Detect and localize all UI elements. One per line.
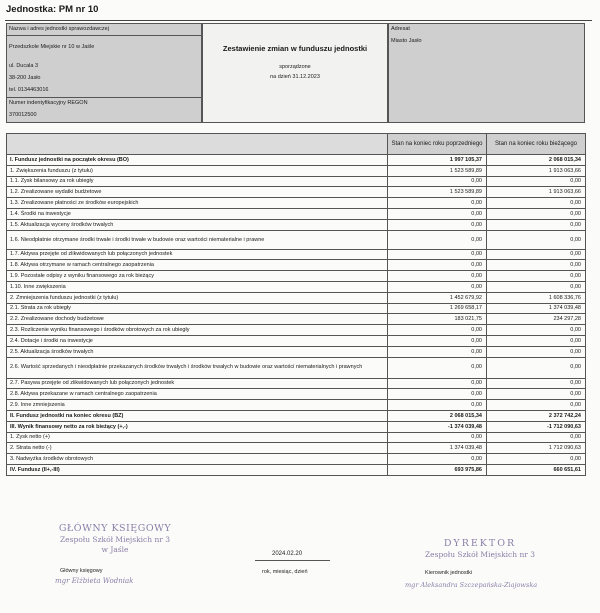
value-prev: 1 452 679,92	[388, 292, 487, 303]
value-curr: 0,00	[487, 454, 586, 465]
value-curr: 0,00	[487, 230, 586, 249]
addressee-label: Adresat	[391, 26, 410, 32]
value-prev: 0,00	[388, 271, 487, 282]
row-label: II. Fundusz jednostki na koniec okresu (BZ)	[7, 410, 388, 421]
right-stamp-title: DYREKTOR	[443, 538, 517, 549]
regon-label: Numer indentyfikacyjny REGON	[9, 100, 88, 106]
table-row	[7, 400, 586, 411]
value-prev: 0,00	[388, 357, 487, 378]
prepared-label: sporządzone	[279, 64, 311, 70]
row-label: 1.5. Aktualizacja wyceny środków trwałych	[7, 219, 388, 230]
table-row	[7, 410, 586, 421]
value-prev: 0,00	[388, 378, 487, 389]
table-row	[7, 314, 586, 325]
table-row	[7, 325, 586, 336]
right-stamp-name: mgr Aleksandra Szczepańska-Ziajowska	[405, 581, 538, 589]
value-prev: 1 523 589,89	[388, 165, 487, 176]
row-label: 1. Zwiększenia funduszu (z tytułu)	[7, 165, 388, 176]
regon-value: 370012500	[9, 112, 37, 118]
value-prev: 0,00	[388, 281, 487, 292]
table-row	[7, 292, 586, 303]
value-curr: 0,00	[487, 400, 586, 411]
value-prev: 0,00	[388, 176, 487, 187]
value-curr: 1 712 090,63	[487, 443, 586, 454]
value-curr: 0,00	[487, 325, 586, 336]
value-curr: 0,00	[487, 432, 586, 443]
row-label: 2.8. Aktywa przekazane w ramach centralnego zaopatrzenia	[7, 389, 388, 400]
row-label: 2. Strata netto (-)	[7, 443, 388, 454]
value-curr: 1 374 039,48	[487, 303, 586, 314]
table-row	[7, 271, 586, 282]
value-curr: 660 651,61	[487, 464, 586, 475]
value-curr: 0,00	[487, 378, 586, 389]
value-prev: 0,00	[388, 335, 487, 346]
value-prev: 0,00	[388, 325, 487, 336]
value-curr: 0,00	[487, 346, 586, 357]
col-prev-header: Stan na koniec roku poprzedniego	[388, 134, 487, 155]
phone: tel. 0134463016	[9, 87, 49, 93]
right-stamp-sub: Zespołu Szkół Miejskich nr 3	[424, 550, 536, 560]
name-value: Przedszkole Miejskie nr 10 w Jaśle	[9, 44, 95, 50]
row-label: 1.3. Zrealizowane płatności ze środków europejskich	[7, 198, 388, 209]
table-row	[7, 176, 586, 187]
row-label: IV. Fundusz (II+,-III)	[7, 464, 388, 475]
row-label: 1.7. Aktywa przejęte od zlikwidowanych lub połączonych jednostek	[7, 249, 388, 260]
row-label: 2.2. Zrealizowane dochody budżetowe	[7, 314, 388, 325]
value-prev: 1 523 589,89	[388, 187, 487, 198]
table-row	[7, 260, 586, 271]
table-row	[7, 230, 586, 249]
table-row	[7, 421, 586, 432]
value-prev: 693 975,86	[388, 464, 487, 475]
table-row	[7, 303, 586, 314]
unit-info-box	[6, 23, 202, 123]
row-label: III. Wynik finansowy netto za rok bieżący (+,-)	[7, 421, 388, 432]
value-curr: -1 712 090,63	[487, 421, 586, 432]
value-prev: 0,00	[388, 454, 487, 465]
title-divider	[5, 20, 592, 21]
row-label: 2.9. Inne zmniejszenia	[7, 400, 388, 411]
table-row	[7, 198, 586, 209]
row-label: 1.1. Zysk bilansowy za rok ubiegły	[7, 176, 388, 187]
value-curr: 0,00	[487, 281, 586, 292]
value-curr: 2 372 742,24	[487, 410, 586, 421]
value-prev: 0,00	[388, 198, 487, 209]
table-row	[7, 346, 586, 357]
row-label: 1.10. Inne zwiększenia	[7, 281, 388, 292]
left-stamp-city: w Jaśle	[101, 545, 129, 555]
table-row	[7, 454, 586, 465]
left-stamp-sub: Zespołu Szkół Miejskich nr 3	[59, 535, 171, 545]
value-prev: 0,00	[388, 346, 487, 357]
value-curr: 0,00	[487, 208, 586, 219]
value-curr: 1 608 336,76	[487, 292, 586, 303]
col-curr-header: Stan na koniec roku bieżącego	[487, 134, 586, 155]
row-label: 1.2. Zrealizowane wydatki budżetowe	[7, 187, 388, 198]
table-header	[7, 134, 586, 155]
doc-date: na dzień 31.12.2023	[270, 74, 320, 80]
table-row	[7, 432, 586, 443]
doc-title: Zestawienie zmian w funduszu jednostki	[222, 44, 368, 53]
value-prev: 1 374 039,48	[388, 443, 487, 454]
value-curr: 1 913 063,66	[487, 165, 586, 176]
row-label: 2. Zmniejszenia funduszu jednostki (z tytułu)	[7, 292, 388, 303]
row-label: 1.6. Nieodpłatnie otrzymane środki trwałe i środki trwałe w budowie oraz wartości niematerialne i prawne	[7, 230, 388, 249]
value-curr: 0,00	[487, 260, 586, 271]
value-prev: 0,00	[388, 230, 487, 249]
report-date: 2024.02.20	[272, 551, 303, 557]
row-label: 1.8. Aktywa otrzymane w ramach centralnego zaopatrzenia	[7, 260, 388, 271]
table-row	[7, 155, 586, 166]
table-row	[7, 357, 586, 378]
table-row	[7, 378, 586, 389]
value-curr: 0,00	[487, 198, 586, 209]
table-row	[7, 389, 586, 400]
addressee-box	[388, 23, 585, 123]
row-label: 3. Nadwyżka środków obrotowych	[7, 454, 388, 465]
table-row	[7, 464, 586, 475]
row-label: I. Fundusz jednostki na początek okresu (BO)	[7, 155, 388, 166]
value-curr: 234 297,28	[487, 314, 586, 325]
left-stamp-title: GŁÓWNY KSIĘGOWY	[58, 523, 172, 534]
row-label: 1.9. Pozostałe odpisy z wyniku finansowego za rok bieżący	[7, 271, 388, 282]
value-curr: 0,00	[487, 357, 586, 378]
table-row	[7, 208, 586, 219]
table-row	[7, 281, 586, 292]
chief-accountant-stamp	[35, 523, 195, 555]
row-label: 2.4. Dotacje i środki na inwestycje	[7, 335, 388, 346]
unit-title: Jednostka: PM nr 10	[6, 4, 99, 15]
value-prev: 2 068 015,34	[388, 410, 487, 421]
date-line	[255, 560, 330, 561]
left-stamp-name: mgr Elżbieta Wodniak	[55, 577, 134, 585]
value-prev: 1 997 105,37	[388, 155, 487, 166]
row-label: 2.5. Aktualizacja środków trwałych	[7, 346, 388, 357]
city: 38-200 Jasło	[9, 75, 41, 81]
value-prev: 0,00	[388, 219, 487, 230]
value-curr: 0,00	[487, 176, 586, 187]
addressee-value: Miasto Jasło	[391, 38, 422, 44]
row-label: 2.6. Wartość sprzedanych i nieodpłatnie przekazanych środków trwałych i środków trwałych w budowie oraz wartości niematerialnych i prawnych	[7, 357, 388, 378]
table-row	[7, 219, 586, 230]
value-curr: 0,00	[487, 219, 586, 230]
table-row	[7, 335, 586, 346]
table-row	[7, 187, 586, 198]
value-prev: 183 021,75	[388, 314, 487, 325]
doc-title-box	[202, 23, 388, 123]
director-stamp	[400, 538, 560, 560]
row-label: 1.4. Środki na inwestycje	[7, 208, 388, 219]
value-curr: 0,00	[487, 335, 586, 346]
date-label: rok, miesiąc, dzień	[262, 569, 308, 575]
row-label: 2.7. Pasywa przejęte od zlikwidowanych lub połączonych jednostek	[7, 378, 388, 389]
value-prev: -1 374 039,48	[388, 421, 487, 432]
value-prev: 0,00	[388, 208, 487, 219]
value-prev: 1 269 658,17	[388, 303, 487, 314]
value-curr: 0,00	[487, 271, 586, 282]
chief-accountant-label: Główny księgowy	[60, 568, 103, 574]
value-curr: 0,00	[487, 249, 586, 260]
row-label: 2.3. Rozliczenie wyniku finansowego i środków obrotowych za rok ubiegły	[7, 325, 388, 336]
value-prev: 0,00	[388, 432, 487, 443]
value-prev: 0,00	[388, 389, 487, 400]
value-curr: 0,00	[487, 389, 586, 400]
value-curr: 1 913 063,66	[487, 187, 586, 198]
table-row	[7, 165, 586, 176]
name-label: Nazwa i adres jednostki sprawozdawczej	[9, 26, 109, 32]
fund-changes-table	[6, 133, 586, 476]
table-row	[7, 249, 586, 260]
street: ul. Ducala 3	[9, 63, 39, 69]
row-label: 2.1. Strata za rok ubiegły	[7, 303, 388, 314]
director-label: Kierownik jednostki	[425, 570, 473, 576]
value-curr: 2 068 015,34	[487, 155, 586, 166]
row-label: 1. Zysk netto (+)	[7, 432, 388, 443]
value-prev: 0,00	[388, 400, 487, 411]
value-prev: 0,00	[388, 260, 487, 271]
value-prev: 0,00	[388, 249, 487, 260]
table-row	[7, 443, 586, 454]
